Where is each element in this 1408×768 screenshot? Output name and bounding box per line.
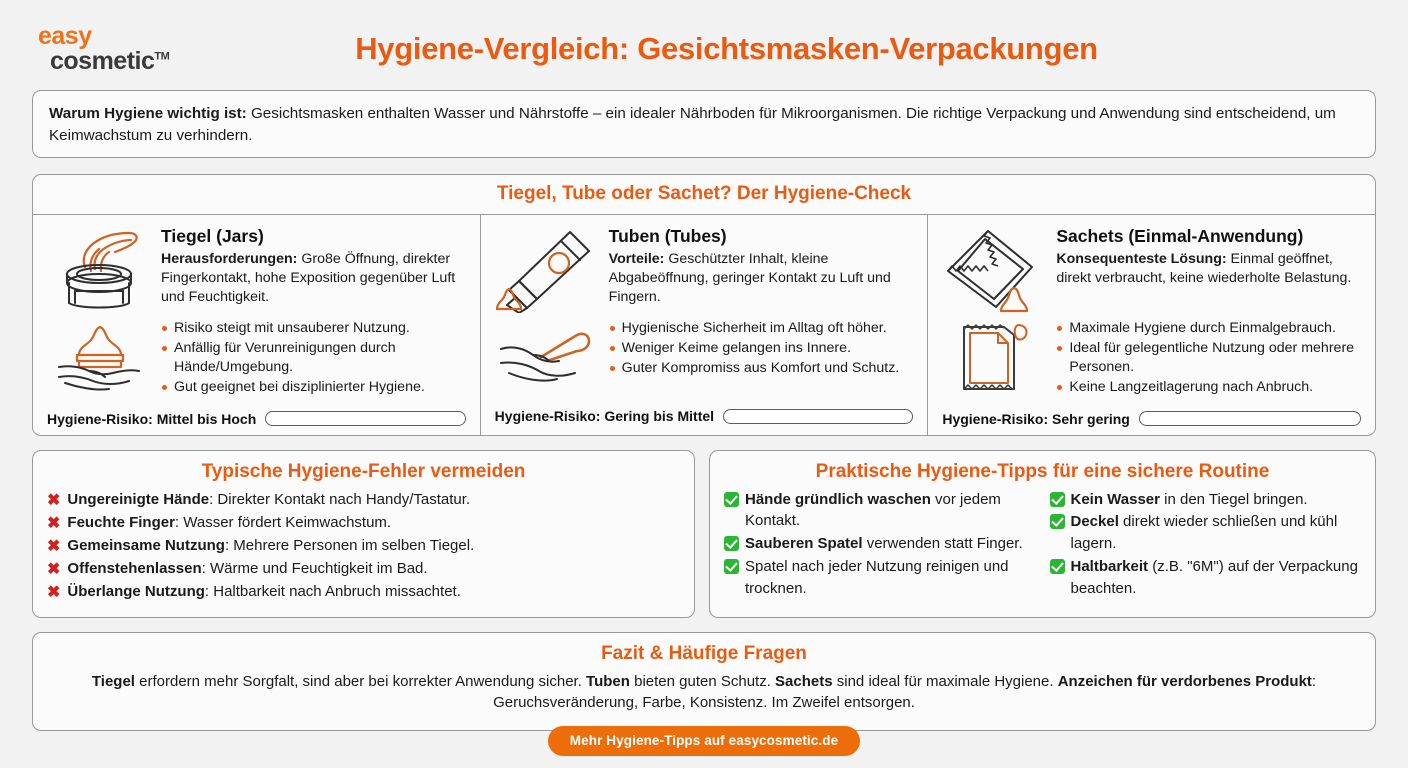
mistakes-box — [32, 450, 695, 618]
cta-button[interactable]: Mehr Hygiene-Tipps auf easycosmetic.de — [548, 726, 860, 756]
mid-row — [32, 450, 1376, 618]
comparison-column-sachets — [927, 215, 1375, 435]
column-description — [161, 250, 470, 307]
list-item-text: Gemeinsame Nutzung: Mehrere Personen im selben Tiegel. — [67, 537, 475, 555]
list-item — [47, 581, 680, 604]
opened-sachet-icon — [938, 321, 1050, 395]
list-item-text: Hände gründlich waschen vor jedem Kontakt. — [745, 490, 1001, 530]
list-item — [1050, 556, 1362, 600]
check-icon — [724, 559, 739, 574]
list-item-text: Feuchte Finger: Wasser fördert Keimwachstum. — [67, 513, 392, 531]
list-item — [724, 533, 1036, 555]
tips-list-right — [1050, 489, 1362, 600]
intro-lead: Warum Hygiene wichtig ist: — [49, 105, 247, 122]
icon-column-secondary — [43, 319, 155, 398]
hand-with-stripe-icon — [491, 321, 603, 395]
sachet-icon — [938, 227, 1050, 313]
list-item-text: Haltbarkeit (z.B. "6M") auf der Verpackung beachten. — [1070, 557, 1358, 597]
column-text — [1056, 225, 1365, 313]
jar-with-finger-icon — [43, 227, 155, 313]
column-title: Sachets (Einmal-Anwendung) — [1056, 226, 1304, 247]
bullet-item: Keine Langzeitlagerung nach Anbruch. — [1056, 378, 1365, 397]
column-text — [161, 225, 470, 313]
page-header — [32, 10, 1376, 88]
risk-track — [1139, 411, 1361, 426]
column-desc-text: Gro8e Öffnung, direkter Fingerkontakt, hohe Exposition gegenüber Luft und Feuchtigkeit. — [161, 251, 456, 305]
hand-with-cream-icon — [43, 321, 155, 395]
brand-line-2: cosmetic™ — [50, 47, 170, 75]
list-item — [724, 556, 1036, 600]
check-icon — [1050, 492, 1065, 507]
list-item-text: Deckel direkt wieder schließen und kühl lagern. — [1070, 513, 1338, 553]
risk-label: Hygiene-Risiko: Gering bis Mittel — [494, 408, 715, 425]
list-item — [47, 489, 680, 512]
list-item — [724, 489, 1036, 533]
list-item — [47, 558, 680, 581]
comparison-section — [32, 174, 1376, 436]
column-title: Tuben (Tubes) — [608, 226, 727, 247]
brand-line-1: easy — [38, 22, 92, 50]
risk-meter — [938, 405, 1365, 427]
intro-text: Gesichtsmasken enthalten Wasser und Nährstoffe – ein idealer Nährboden für Mikroorganismen. Die richtige Verpackung und Anwendung sind entscheidend, um Keimwachstum zu verhindern. — [49, 105, 1336, 144]
risk-track — [265, 411, 465, 426]
icon-column-secondary — [491, 319, 603, 395]
column-desc-lead: Vorteile: — [608, 251, 665, 268]
tips-box — [709, 450, 1376, 618]
tips-columns — [724, 489, 1361, 601]
column-text — [609, 225, 918, 313]
risk-track — [723, 409, 913, 424]
column-description — [1056, 250, 1365, 288]
column-bullets — [161, 319, 470, 398]
list-item — [47, 535, 680, 558]
column-desc-text: Geschützter Inhalt, kleine Abgabeöffnung, geringer Kontakt zu Luft und Fingern. — [608, 251, 891, 305]
column-bullets — [1056, 319, 1365, 398]
fazit-box — [32, 632, 1376, 732]
comparison-column-tuben — [480, 215, 928, 435]
risk-meter — [491, 402, 918, 424]
list-item — [1050, 489, 1362, 511]
list-item — [1050, 511, 1362, 555]
risk-label: Hygiene-Risiko: Mittel bis Hoch — [47, 410, 257, 427]
icon-column — [938, 225, 1050, 313]
column-title: Tiegel (Jars) — [161, 226, 264, 247]
cross-icon: ✖ — [47, 538, 61, 556]
comparison-columns — [33, 215, 1375, 435]
bullet-item: Ideal für gelegentliche Nutzung oder mehrere Personen. — [1056, 339, 1365, 377]
risk-label: Hygiene-Risiko: Sehr gering — [942, 410, 1130, 427]
column-description — [609, 250, 918, 307]
check-icon — [1050, 559, 1065, 574]
tube-icon — [491, 227, 603, 313]
check-icon — [724, 536, 739, 551]
cross-icon: ✖ — [47, 584, 61, 602]
intro-box — [32, 90, 1376, 158]
fazit-heading: Fazit & Häufige Fragen — [601, 642, 807, 664]
column-desc-lead: Konsequenteste Lösung: — [1056, 251, 1227, 268]
bullet-item: Anfällig für Verunreinigungen durch Hände/Umgebung. — [161, 339, 470, 377]
cross-icon: ✖ — [47, 514, 61, 532]
list-item-text: Offenstehenlassen: Wärme und Feuchtigkeit im Bad. — [67, 560, 428, 578]
bullet-item: Weniger Keime gelangen ins Innere. — [609, 339, 900, 358]
cross-icon: ✖ — [47, 561, 61, 579]
tips-column-right — [1050, 489, 1362, 601]
check-icon — [724, 492, 739, 507]
column-bullets — [609, 319, 900, 395]
tips-heading: Praktische Hygiene-Tipps für eine sichere Routine — [815, 460, 1270, 482]
bullet-item: Maximale Hygiene durch Einmalgebrauch. — [1056, 319, 1365, 338]
mistakes-list — [47, 489, 680, 605]
list-item-text: Ungereinigte Hände: Direkter Kontakt nach Handy/Tastatur. — [67, 490, 471, 508]
page-title: Hygiene-Vergleich: Gesichtsmasken-Verpackungen — [355, 31, 1098, 66]
tips-list-left — [724, 489, 1036, 600]
fazit-text: Tiegel erfordern mehr Sorgfalt, sind aber bei korrekter Anwendung sicher. Tuben bieten guten Schutz. Sachets sind ideal für maximale Hygiene. Anzeichen für verdorbenes Produkt: Geruchsveränderung, Farbe, Konsistenz. Im Zweifel entsorgen. — [91, 672, 1317, 712]
list-item-text: Kein Wasser in den Tiegel bringen. — [1070, 490, 1308, 508]
cross-icon: ✖ — [47, 491, 61, 509]
list-item-text: Sauberen Spatel verwenden statt Finger. — [745, 535, 1023, 553]
icon-column — [491, 225, 603, 313]
bullet-item: Guter Kompromiss aus Komfort und Schutz. — [609, 359, 900, 378]
trademark-mark: TM — [154, 50, 170, 63]
list-item — [47, 512, 680, 535]
column-desc-lead: Herausforderungen: — [161, 251, 298, 268]
cta-wrapper — [0, 726, 1408, 756]
icon-column-secondary — [938, 319, 1050, 398]
comparison-heading: Tiegel, Tube oder Sachet? Der Hygiene-Check — [33, 175, 1375, 215]
icon-column — [43, 225, 155, 313]
mistakes-heading: Typische Hygiene-Fehler vermeiden — [201, 460, 526, 482]
tips-column-left — [724, 489, 1036, 601]
bullet-item: Risiko steigt mit unsauberer Nutzung. — [161, 319, 470, 338]
comparison-column-tiegel — [33, 215, 480, 435]
risk-meter — [43, 405, 470, 427]
list-item-text: Spatel nach jeder Nutzung reinigen und trocknen. — [745, 557, 1009, 597]
check-icon — [1050, 514, 1065, 529]
bullet-item: Gut geeignet bei disziplinierter Hygiene. — [161, 378, 470, 397]
column-desc-text: Einmal geöffnet, direkt verbraucht, keine wiederholte Belastung. — [1056, 251, 1352, 287]
brand-logo — [32, 24, 207, 74]
bullet-item: Hygienische Sicherheit im Alltag oft höher. — [609, 319, 900, 338]
list-item-text: Überlange Nutzung: Haltbarkeit nach Anbruch missachtet. — [67, 583, 461, 601]
